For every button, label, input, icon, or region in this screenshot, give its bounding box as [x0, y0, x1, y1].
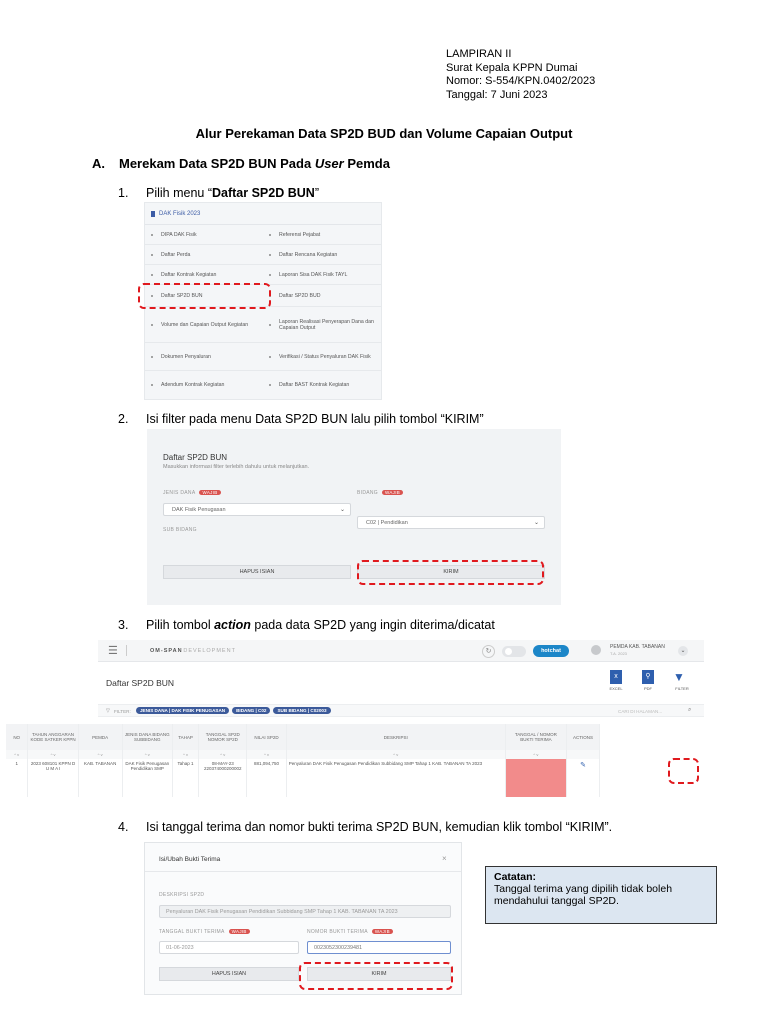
menu-item-label: Adendum Kontrak Kegiatan: [161, 382, 225, 388]
menu-icon[interactable]: ☰: [108, 645, 118, 657]
moon-icon: [505, 648, 512, 655]
step-text: Isi tanggal terima dan nomor bukti terima SP2D BUN, kemudian klik tombol “KIRIM”.: [146, 820, 613, 834]
close-icon[interactable]: ×: [442, 854, 447, 863]
bookmark-icon: [151, 211, 155, 217]
letter-header: [446, 48, 595, 102]
col-header: PEMDA: [78, 724, 122, 750]
edit-icon[interactable]: ✎: [567, 759, 600, 797]
menu-item-kontrak[interactable]: [145, 265, 263, 284]
nomor-label: [307, 929, 393, 935]
step-number: 3.: [118, 618, 129, 632]
sort-control[interactable]: ^ v: [286, 750, 505, 759]
jenis-dana-select[interactable]: [163, 503, 351, 516]
col-header: DESKRIPSI: [286, 724, 505, 750]
sort-control[interactable]: ^ v: [505, 750, 566, 759]
header-line: Nomor: S-554/KPN.0402/2023: [446, 75, 596, 87]
dark-mode-toggle[interactable]: [502, 646, 526, 657]
menu-item-label: Verifikasi / Status Penyaluran DAK Fisik: [279, 353, 371, 360]
brand-name: OM-SPAN: [150, 648, 183, 654]
sp2d-table: [6, 724, 600, 797]
user-name: PEMDA KAB. TABANAN: [610, 644, 665, 650]
menu-item-referensi[interactable]: [263, 225, 381, 244]
pdf-icon[interactable]: ⚲: [642, 670, 654, 684]
section-letter: A.: [92, 156, 105, 171]
label-text: JENIS DANA: [163, 490, 196, 496]
chevron-down-icon: ⌄: [533, 520, 539, 526]
menu-item-label: Laporan Realisasi Penyerapan Dana dan Capaian Output: [279, 318, 374, 331]
highlight-submit: [299, 962, 453, 990]
menu-item-laporan-realisasi[interactable]: [263, 307, 381, 342]
label-text: TANGGAL BUKTI TERIMA: [159, 929, 225, 935]
filter-chip[interactable]: BIDANG | C02: [232, 707, 270, 714]
cell-pemda: KAB. TABANAN: [78, 759, 122, 797]
cell-tahap: Tahap 1: [172, 759, 198, 797]
col-header: TAHUN ANGGARAN KODE SATKER KPPN: [28, 724, 78, 750]
menu-item-rencana[interactable]: [263, 245, 381, 264]
col-header: ACTIONS: [567, 724, 600, 750]
sub-bidang-label: SUB BIDANG: [163, 527, 197, 533]
note-box: [485, 866, 717, 924]
required-badge: WAJIB: [382, 490, 403, 495]
form-title: Daftar SP2D BUN: [163, 453, 228, 462]
menu-item-label: Daftar SP2D BUD: [279, 292, 321, 299]
form-subtitle: Masukkan informasi filter terlebih dahulu untuk melanjutkan.: [163, 464, 310, 470]
desc-label: DESKRIPSI SP2D: [159, 892, 205, 898]
select-value: C02 | Pendidikan: [366, 519, 408, 526]
search-icon[interactable]: ⌕: [688, 707, 692, 713]
menu-item-dokumen[interactable]: [145, 343, 263, 370]
sort-control[interactable]: ^ v: [172, 750, 198, 759]
filter-bar-label: FILTER:: [114, 709, 131, 714]
menu-item-label: Daftar SP2D BUN: [161, 292, 203, 299]
filter-bar: [98, 704, 704, 717]
filter-chip[interactable]: JENIS DANA | DAK FISIK PENUGASAN: [136, 707, 229, 714]
note-title: Catatan:: [494, 871, 537, 883]
menu-item-label: Laporan Sisa DAK Fisik TAYL: [279, 271, 348, 278]
bullet-icon: [151, 254, 153, 256]
sort-control[interactable]: ^ v: [6, 750, 28, 759]
bullet-icon: [151, 274, 153, 276]
step-text: Pilih tombol: [146, 618, 215, 632]
menu-item-verifikasi[interactable]: [263, 343, 381, 370]
col-header: TANGGAL SP2D NOMOR SP2D: [199, 724, 247, 750]
sort-control[interactable]: ^ v: [199, 750, 247, 759]
header-line: Surat Kepala KPPN Dumai: [446, 61, 578, 74]
reset-button[interactable]: HAPUS ISIAN: [159, 967, 299, 981]
table-row: [6, 759, 600, 797]
step-text: Pilih menu “: [146, 186, 212, 200]
menu-item-label: Volume dan Capaian Output Kegiatan: [161, 321, 249, 328]
label-text: BIDANG: [357, 490, 378, 496]
step-text-end: pada data SP2D yang ingin diterima/dicatat: [250, 618, 495, 632]
hotchat-button[interactable]: hotchat: [533, 645, 569, 657]
modal-title: Isi/Ubah Bukti Terima: [159, 856, 221, 863]
excel-icon[interactable]: x: [610, 670, 622, 684]
bullet-icon: [269, 274, 271, 276]
desc-field: Penyaluran DAK Fisik Penugasan Pendidikan Subbidang SMP Tahap 1 KAB. TABANAN TA 2023: [159, 905, 451, 918]
note-text: Tanggal terima yang dipilih tidak boleh mendahului tanggal SP2D.: [494, 883, 673, 907]
col-header: TANGGAL / NOMOR BUKTI TERIMA: [505, 724, 566, 750]
bullet-icon: [269, 324, 271, 326]
filter-chip[interactable]: SUB BIDANG | C02003: [273, 707, 330, 714]
menu-item-perda[interactable]: [145, 245, 263, 264]
cell-tahun: 2023 608101 KPPN D U M A I: [28, 759, 78, 797]
jenis-dana-label: [163, 490, 221, 496]
bullet-icon: [151, 324, 153, 326]
menu-header[interactable]: [145, 203, 381, 225]
reset-button[interactable]: HAPUS ISIAN: [163, 565, 351, 579]
select-value: DAK Fisik Penugasan: [172, 506, 226, 513]
col-header: NO: [6, 724, 28, 750]
step-number: 4.: [118, 820, 129, 834]
section-text: Merekam Data SP2D BUN Pada: [119, 156, 315, 171]
step-4: [118, 820, 612, 834]
menu-item-bast[interactable]: [263, 371, 381, 399]
step-1: [118, 186, 319, 200]
col-header: JENIS DANA BIDANG SUBBIDANG: [122, 724, 172, 750]
label-text: NOMOR BUKTI TERIMA: [307, 929, 368, 935]
user-year: T.A. 2023: [610, 651, 627, 656]
menu-item-label: Dokumen Penyaluran: [161, 353, 211, 360]
menu-header-label: DAK Fisik 2023: [159, 210, 201, 217]
highlight-action: [668, 758, 699, 784]
divider: [145, 871, 461, 872]
required-badge: WAJIB: [229, 929, 250, 934]
cell-bukti-terima: [505, 759, 566, 797]
bullet-icon: [269, 384, 271, 386]
sort-control[interactable]: ^ v: [28, 750, 78, 759]
chevron-down-icon: ⌄: [339, 507, 345, 513]
header-line: Tanggal: 7 Juni 2023: [446, 88, 548, 101]
bidang-label: [357, 490, 403, 496]
menu-item-label: Daftar BAST Kontrak Kegiatan: [279, 382, 350, 388]
filter-icon[interactable]: ▼: [673, 670, 685, 684]
submit-button[interactable]: KIRIM: [357, 565, 545, 579]
section-text-italic: User: [314, 156, 344, 171]
funnel-icon: ▽: [106, 708, 110, 714]
step-text: Isi filter pada menu Data SP2D BUN lalu pilih tombol “KIRIM”: [146, 412, 484, 426]
menu-item-volume[interactable]: [145, 307, 263, 342]
menu-item-label: Daftar Rencana Kegiatan: [279, 251, 338, 258]
cell-tanggal: 08-MAY-23 220374000200002: [199, 759, 247, 797]
bidang-select[interactable]: [357, 516, 545, 529]
bullet-icon: [269, 234, 271, 236]
sort-control[interactable]: ^ v: [247, 750, 286, 759]
section-a-heading: [92, 156, 390, 171]
bullet-icon: [269, 254, 271, 256]
step-bold: Daftar SP2D BUN: [212, 186, 315, 200]
sort-control[interactable]: ^ v: [78, 750, 122, 759]
bullet-icon: [151, 234, 153, 236]
avatar[interactable]: [591, 645, 601, 655]
filter-label: FILTER: [675, 686, 689, 691]
menu-item-label: DIPA DAK Fisik: [161, 231, 197, 238]
step-number: 2.: [118, 412, 129, 426]
header-line: LAMPIRAN II: [446, 48, 512, 60]
cell-no: 1: [6, 759, 28, 797]
submit-button[interactable]: KIRIM: [307, 967, 451, 981]
tgl-label: [159, 929, 250, 935]
search-input[interactable]: CARI DI HALAMAN...: [618, 709, 663, 714]
menu-item-label: Referensi Pejabat: [279, 231, 321, 238]
app-topbar: [98, 640, 704, 662]
nomor-field[interactable]: 0023052300239481: [307, 941, 451, 954]
refresh-icon[interactable]: ↻: [482, 645, 495, 658]
step-text-end: ”: [314, 186, 319, 200]
col-header: NILAI SP2D: [247, 724, 286, 750]
menu-item-adendum[interactable]: [145, 371, 263, 399]
menu-item-label: Daftar Kontrak Kegiatan: [161, 271, 217, 278]
sort-row: [6, 750, 600, 759]
divider: [126, 645, 127, 656]
highlight-menu-item: [138, 283, 271, 309]
cell-deskripsi: Penyaluran DAK Fisik Penugasan Pendidikan Subbidang SMP Tahap 1 KAB. TABANAN TA 2023: [286, 759, 505, 797]
step-number: 1.: [118, 186, 129, 200]
col-header: TAHAP: [172, 724, 198, 750]
pdf-label: PDF: [644, 686, 652, 691]
bullet-icon: [151, 384, 153, 386]
env-label: - DEVELOPMENT: [178, 648, 236, 654]
sort-control[interactable]: ^ v: [122, 750, 172, 759]
tgl-field[interactable]: 01-06-2023: [159, 941, 299, 954]
cell-nilai: 881,094,750: [247, 759, 286, 797]
menu-item-sisa[interactable]: [263, 265, 381, 284]
menu-item-label: Daftar Perda: [161, 251, 191, 258]
menu-item-sp2d-bud[interactable]: [263, 285, 381, 306]
step-bold-italic: action: [214, 618, 251, 632]
bullet-icon: [151, 356, 153, 358]
section-text-end: Pemda: [343, 156, 390, 171]
step-3: [118, 618, 495, 632]
cell-jenis: DAK Fisik Penugasan Pendidikan SMP: [122, 759, 172, 797]
required-badge: WAJIB: [372, 929, 393, 934]
chevron-down-icon[interactable]: ⌄: [678, 646, 688, 656]
required-badge: WAJIB: [199, 490, 220, 495]
excel-label: EXCEL: [609, 686, 623, 691]
document-title: Alur Perekaman Data SP2D BUD dan Volume Capaian Output: [195, 126, 573, 141]
step-2: [118, 412, 484, 426]
page-title: Daftar SP2D BUN: [106, 678, 175, 688]
menu-item-dipa[interactable]: [145, 225, 263, 244]
filter-chips: [136, 707, 334, 714]
bullet-icon: [269, 356, 271, 358]
highlight-submit: [357, 560, 544, 585]
